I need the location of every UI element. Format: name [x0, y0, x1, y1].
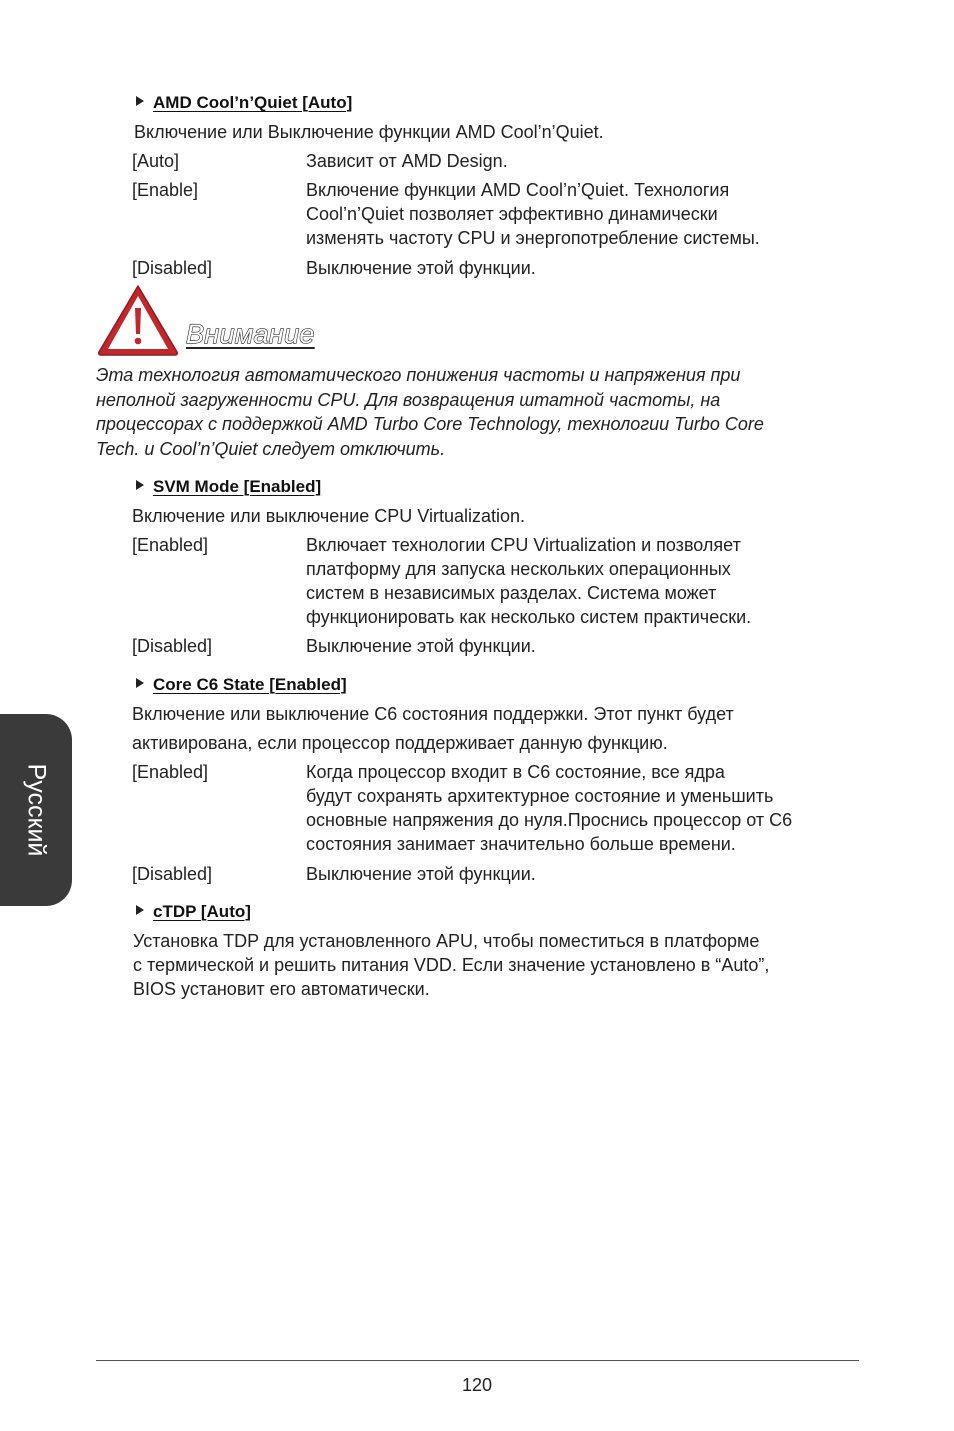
- footer-divider: [96, 1360, 859, 1361]
- setting-intro-c6: активирована, если процессор поддерживает данную функцию.: [132, 733, 668, 753]
- language-tab-label: Русский: [22, 763, 51, 857]
- option-key: [Enabled]: [132, 762, 209, 782]
- warning-title: Внимание: [186, 319, 315, 349]
- option-description: Зависит от AMD Design.: [306, 151, 508, 171]
- setting-intro-coolnquiet: Включение или Выключение функции AMD Cool’n’Quiet.: [134, 122, 604, 142]
- option-description: Включает технологии CPU Virtualization и позволяет платформу для запуска нескольких операционных систем в независимых разделах. Система может функционировать как несколько систем практически.: [306, 535, 752, 627]
- triangle-bullet-icon: [136, 96, 144, 106]
- option-key: [Disabled]: [132, 258, 213, 278]
- triangle-bullet-icon: [136, 480, 144, 490]
- option-description: Когда процессор входит в C6 состояние, все ядра будут сохранять архитектурное состояние и уменьшить основные напряжения до нуля.Проснись процессор от C6 состояния занимает значительно больше времени.: [306, 762, 793, 854]
- option-key: [Disabled]: [132, 636, 213, 656]
- setting-heading-ctdp: cTDP [Auto]: [136, 901, 251, 923]
- option-description: Включение функции AMD Cool’n’Quiet. Технология Cool’n’Quiet позволяет эффективно динамически изменять частоту CPU и энергопотребление системы.: [306, 180, 760, 248]
- triangle-bullet-icon: [136, 678, 144, 688]
- setting-heading-svm: SVM Mode [Enabled]: [136, 476, 321, 498]
- triangle-bullet-icon: [136, 905, 144, 915]
- setting-description-ctdp: Установка TDP для установленного APU, чтобы поместиться в платформе с термической и решить питания VDD. Если значение установлено в “Auto”, BIOS установит его автоматически.: [133, 931, 770, 999]
- setting-heading-c6: Core C6 State [Enabled]: [136, 674, 347, 696]
- option-description: Выключение этой функции.: [306, 864, 536, 884]
- option-key: [Auto]: [132, 151, 180, 171]
- option-key: [Disabled]: [132, 864, 213, 884]
- option-description: Выключение этой функции.: [306, 258, 536, 278]
- warning-text: Эта технология автоматического понижения частоты и напряжения при неполной загруженности CPU. Для возвращения штатной частоты, на процессорах с поддержкой AMD Turbo Core Technology, технологии Turbo Core Tech. и Cool’n’Quiet следует отключить.: [96, 365, 764, 459]
- option-key: [Enable]: [132, 180, 199, 200]
- setting-intro-c6: Включение или выключение C6 состояния поддержки. Этот пункт будет: [132, 704, 734, 724]
- setting-intro-svm: Включение или выключение CPU Virtualization.: [132, 506, 526, 526]
- setting-heading-coolnquiet: AMD Cool’n’Quiet [Auto]: [136, 92, 352, 114]
- option-description: Выключение этой функции.: [306, 636, 536, 656]
- option-key: [Enabled]: [132, 535, 209, 555]
- warning-triangle-icon: [95, 282, 181, 358]
- page-number: 120: [461, 1375, 493, 1395]
